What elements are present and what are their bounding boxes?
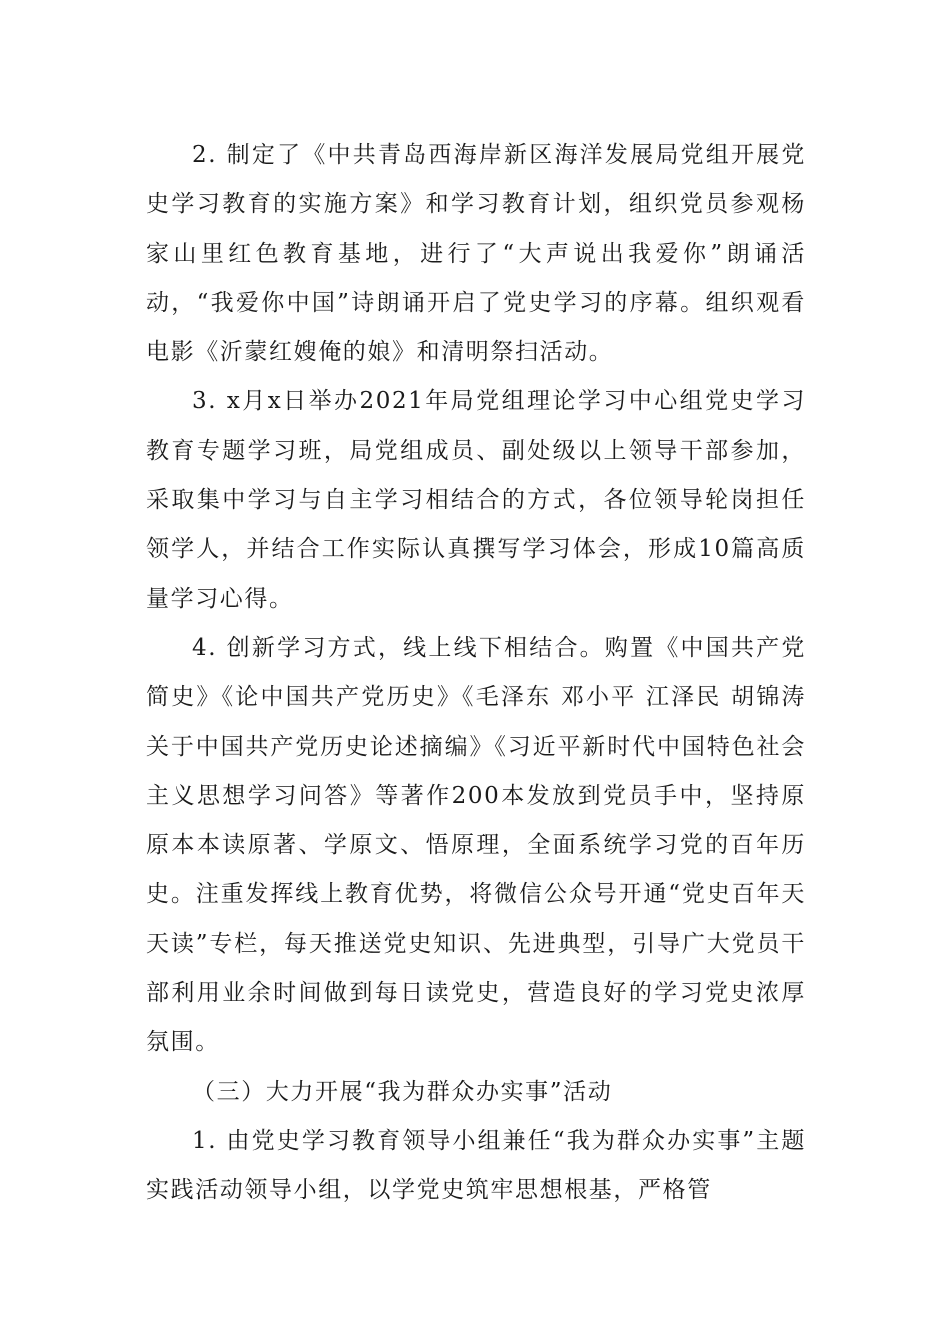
section-heading: （三）大力开展“我为群众办实事”活动 [192, 1078, 613, 1105]
paragraph-item-1: 1. 由党史学习教育领导小组兼任“我为群众办实事”主题实践活动领导小组，以学党史筑牢思想根基，严格管 [146, 1127, 806, 1204]
paragraph-item-3: 3. x月x日举办2021年局党组理论学习中心组党史学习教育专题学习班，局党组成员、副处级以上领导干部参加，采取集中学习与自主学习相结合的方式，各位领导轮岗担任领学人，并结合工作实际认真撰写学习体会，形成10篇高质量学习心得。 [146, 388, 806, 612]
document-page [146, 131, 806, 1216]
paragraph-item-2: 2. 制定了《中共青岛西海岸新区海洋发展局党组开展党史学习教育的实施方案》和学习教育计划，组织党员参观杨家山里红色教育基地，进行了“大声说出我爱你”朗诵活动，“我爱你中国”诗朗诵开启了党史学习的序幕。组织观看电影《沂蒙红嫂俺的娘》和清明祭扫活动。 [146, 142, 806, 366]
paragraph-item-4: 4. 创新学习方式，线上线下相结合。购置《中国共产党简史》《论中国共产党历史》《毛泽东 邓小平 江泽民 胡锦涛关于中国共产党历史论述摘编》《习近平新时代中国特色社会主义思想学习问答》等著作200本发放到党员手中，坚持原原本本读原著、学原文、悟原理，全面系统学习党的百年历史。注重发挥线上教育优势，将微信公众号开通“党史百年天天读”专栏，每天推送党史知识、先进典型，引导广大党员干部利用业余时间做到每日读党史，营造良好的学习党史浓厚氛围。 [146, 634, 806, 1056]
